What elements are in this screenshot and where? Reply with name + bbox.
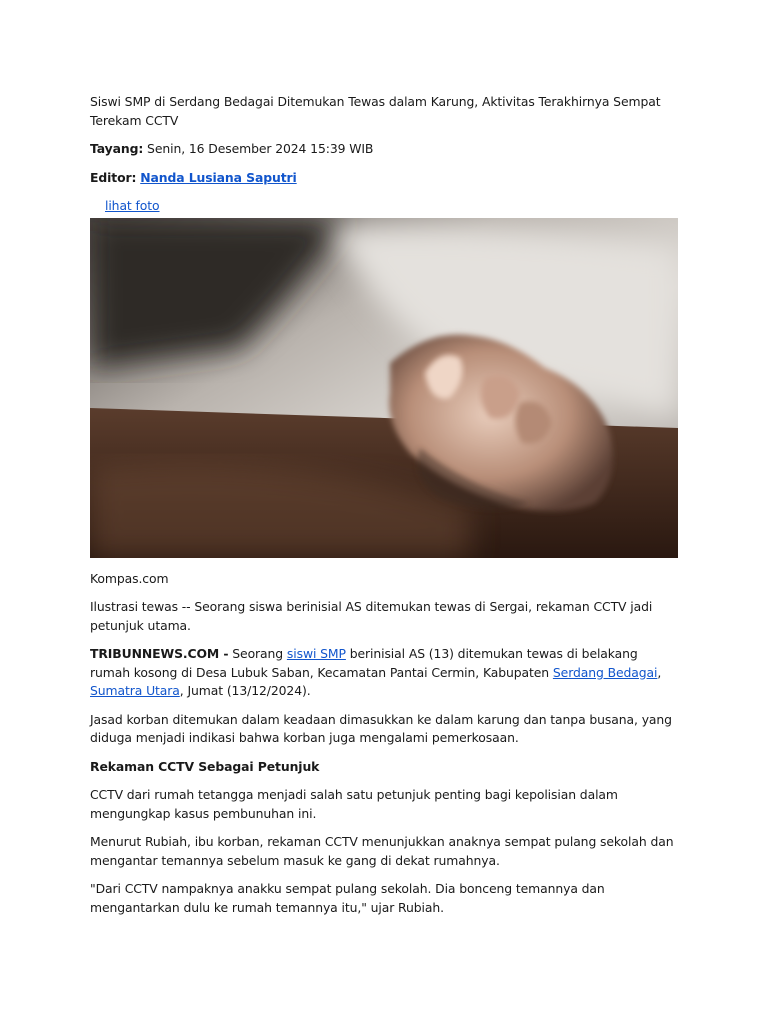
serdang-bedagai-link[interactable]: Serdang Bedagai [552,664,658,680]
photo-caption: Ilustrasi tewas -- Seorang siswa berinisial AS ditemukan tewas di Sergai, rekaman CCTV jadi petunjuk utama. [90,599,653,633]
editor-link[interactable]: Nanda Lusiana Saputri [140,169,297,185]
editor-line [90,169,680,188]
lead-text-2: berinisial AS (13) ditemukan tewas di belakang rumah kosong di Desa Lubuk Saban, Kecamatan Pantai Cermin, Kabupaten [90,646,638,680]
lead-text-3: , [657,664,662,680]
photo-credit: Kompas.com [90,570,169,586]
lihat-foto-link[interactable]: lihat foto [105,198,160,213]
article-title: Siswi SMP di Serdang Bedagai Ditemukan Tewas dalam Karung, Aktivitas Terakhirnya Sempat Terekam CCTV [90,94,661,128]
article-photo[interactable] [90,218,678,558]
sumatra-utara-link[interactable]: Sumatra Utara [90,683,180,698]
lead-paragraph [90,645,680,701]
published-value: Senin, 16 Desember 2024 15:39 WIB [143,141,374,156]
subheading: Rekaman CCTV Sebagai Petunjuk [90,758,320,774]
paragraph-5: "Dari CCTV nampaknya anakku sempat pulang sekolah. Dia bonceng temannya dan mengantarkan dulu ke rumah temannya itu," ujar Rubiah. [90,881,605,915]
editor-label: Editor: [90,169,137,185]
siswi-smp-link[interactable]: siswi SMP [286,646,346,661]
dateline: TRIBUNNEWS.COM - [90,646,229,661]
photo-link-line [105,197,680,216]
published-line [90,140,680,159]
paragraph-2: Jasad korban ditemukan dalam keadaan dimasukkan ke dalam karung dan tanpa busana, yang diduga menjadi indikasi bahwa korban juga mengalami pemerkosaan. [90,711,672,745]
article [90,93,680,927]
lead-text-1: Seorang [228,646,287,661]
lead-text-4: , Jumat (13/12/2024). [179,683,311,698]
paragraph-3: CCTV dari rumah tetangga menjadi salah satu petunjuk penting bagi kepolisian dalam mengungkap kasus pembunuhan ini. [90,787,618,821]
published-label: Tayang: [90,141,144,156]
paragraph-4: Menurut Rubiah, ibu korban, rekaman CCTV menunjukkan anaknya sempat pulang sekolah dan mengantar temannya sebelum masuk ke gang di dekat rumahnya. [90,834,674,868]
